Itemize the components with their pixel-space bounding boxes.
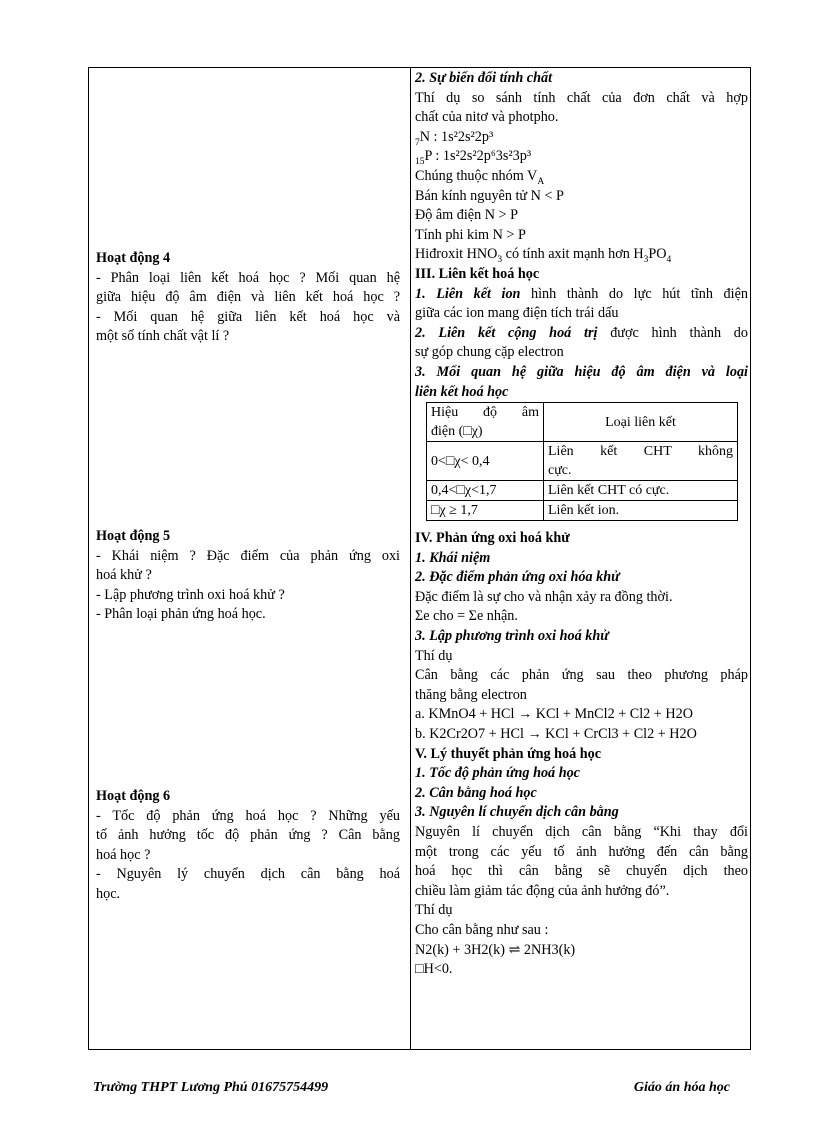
text-line: chiều làm giảm tác động của ảnh hưởng đó”.: [415, 882, 670, 899]
activity-6-line: hoá học ?: [96, 846, 151, 863]
text-line: Cân bằng các phản ứng sau theo phương pháp: [415, 667, 748, 684]
text-line: Bán kính nguyên tử N < P: [415, 187, 564, 204]
subheading: 2. Cân bằng hoá học: [415, 784, 537, 801]
footer-school: Trường THPT Lương Phú 01675754499: [93, 1080, 329, 1095]
column-divider: [410, 68, 411, 1049]
ion-bond-line: 1. Liên kết ion hình thành do lực hút tĩnh điện: [415, 285, 748, 302]
activity-6-line: - Nguyên lý chuyển dịch cân bằng hoá: [96, 866, 400, 882]
text-line: Nguyên lí chuyển dịch cân bằng “Khi thay đổi: [415, 824, 748, 840]
text-line: một trong các yếu tố ảnh hưởng đến cân bằng: [415, 843, 748, 860]
equation-b: b. K2Cr2O7 + HCl → KCl + CrCl3 + Cl2 + H2O: [415, 726, 697, 743]
subheading: 2. Đặc điểm phản ứng oxi hóa khử: [415, 569, 620, 586]
activity-4-line: - Phân loại liên kết hoá học ? Mối quan hệ: [96, 269, 400, 286]
enthalpy-line: □H<0.: [415, 961, 453, 978]
relation-heading: 3. Mối quan hệ giữa hiệu độ âm điện và loại: [415, 363, 748, 380]
text-line: chất của nitơ và photpho.: [415, 109, 559, 126]
text-line: Độ âm điện N > P: [415, 207, 518, 224]
table-header-cell: Loại liên kết: [544, 403, 738, 442]
text-line: Tính phi kim N > P: [415, 226, 526, 243]
text-line: thăng bằng electron: [415, 686, 527, 703]
text-line: Đặc điểm là sự cho và nhận xảy ra đồng thời.: [415, 588, 673, 605]
text-line: hoá học thì cân bằng sẽ chuyển dịch theo: [415, 863, 748, 880]
table-cell: □χ ≥ 1,7: [427, 501, 544, 521]
table-row: [427, 403, 738, 442]
text-line: Σe cho = Σe nhận.: [415, 608, 518, 625]
footer-title: Giáo án hóa học: [633, 1080, 730, 1095]
subheading: 1. Khái niệm: [415, 549, 491, 566]
group-line: Chúng thuộc nhóm $V_A$: [415, 167, 545, 187]
section-4-heading: IV. Phản ứng oxi hoá khử: [415, 530, 570, 547]
section-2-heading: 2. Sự biến đổi tính chất: [415, 70, 553, 86]
equation-nh3: N2(k) + 3H2(k) ⇌ 2NH3(k): [415, 941, 576, 958]
section-5-heading: V. Lý thuyết phản ứng hoá học: [415, 745, 602, 762]
acid-line: Hiđroxit $HNO_3$ có tính axit mạnh hơn $H_3PO_4$: [415, 246, 672, 266]
activity-6: [96, 787, 400, 904]
nitrogen-config: $_7$N : 1s²2s²2p³: [415, 128, 494, 148]
text-line: Thí dụ: [415, 647, 453, 664]
activity-6-line: tố ảnh hưởng tốc độ phản ứng ? Cân bằng: [96, 827, 400, 843]
text-line: sự góp chung cặp electron: [415, 344, 564, 361]
table-row: [427, 501, 738, 521]
activity-5-line: - Khái niệm ? Đặc điểm của phản ứng oxi: [96, 547, 400, 564]
phosphorus-config: $_{15}$P : 1s²2s²2p⁶3s²3p³: [415, 148, 532, 168]
activity-5-line: hoá khử ?: [96, 567, 152, 583]
text-line: Thí dụ: [415, 902, 453, 919]
activity-4-line: giữa hiệu độ âm điện và liên kết hoá học ?: [96, 289, 400, 305]
section-3-heading: III. Liên kết hoá học: [415, 265, 540, 282]
subheading: 3. Lập phương trình oxi hoá khử: [415, 628, 609, 645]
activity-4: [96, 249, 400, 347]
activity-5-line: - Phân loại phản ứng hoá học.: [96, 606, 266, 622]
text-line: Thí dụ so sánh tính chất của đơn chất và hợp: [415, 89, 748, 106]
subheading: 1. Tốc độ phản ứng hoá học: [415, 765, 580, 782]
table-cell: 0,4<□χ<1,7: [427, 481, 544, 501]
activity-4-title: Hoạt động 4: [96, 250, 171, 266]
activity-5: [96, 527, 400, 625]
bond-type-table: [426, 402, 738, 521]
table-cell: Liên kết CHT có cực.: [544, 481, 738, 501]
activity-5-line: - Lập phương trình oxi hoá khử ?: [96, 586, 285, 603]
activity-4-line: - Mối quan hệ giữa liên kết hoá học và: [96, 308, 400, 325]
text-line: Cho cân bằng như sau :: [415, 921, 549, 938]
activity-6-line: - Tốc độ phản ứng hoá học ? Những yếu: [96, 807, 400, 824]
table-cell: Liên kết CHT không cực.: [544, 442, 738, 481]
activity-4-line: một số tính chất vật lí ?: [96, 328, 230, 344]
activity-6-title: Hoạt động 6: [96, 788, 171, 804]
activity-5-title: Hoạt động 5: [96, 528, 171, 544]
subheading: 3. Nguyên lí chuyển dịch cân bằng: [415, 804, 619, 821]
table-row: [427, 442, 738, 481]
equation-a: a. KMnO4 + HCl → KCl + MnCl2 + Cl2 + H2O: [415, 706, 693, 723]
text-line: giữa các ion mang điện tích trái dấu: [415, 305, 619, 322]
table-cell: Liên kết ion.: [544, 501, 738, 521]
content-column: [415, 69, 748, 980]
activity-6-line: học.: [96, 885, 121, 902]
lesson-table: [88, 67, 751, 1050]
table-header-cell: Hiệu độ âm điện (□χ): [427, 403, 544, 442]
covalent-line: 2. Liên kết cộng hoá trị được hình thành do: [415, 324, 748, 341]
table-cell: 0<□χ< 0,4: [427, 442, 544, 481]
relation-heading: liên kết hoá học: [415, 383, 509, 400]
table-row: [427, 481, 738, 501]
